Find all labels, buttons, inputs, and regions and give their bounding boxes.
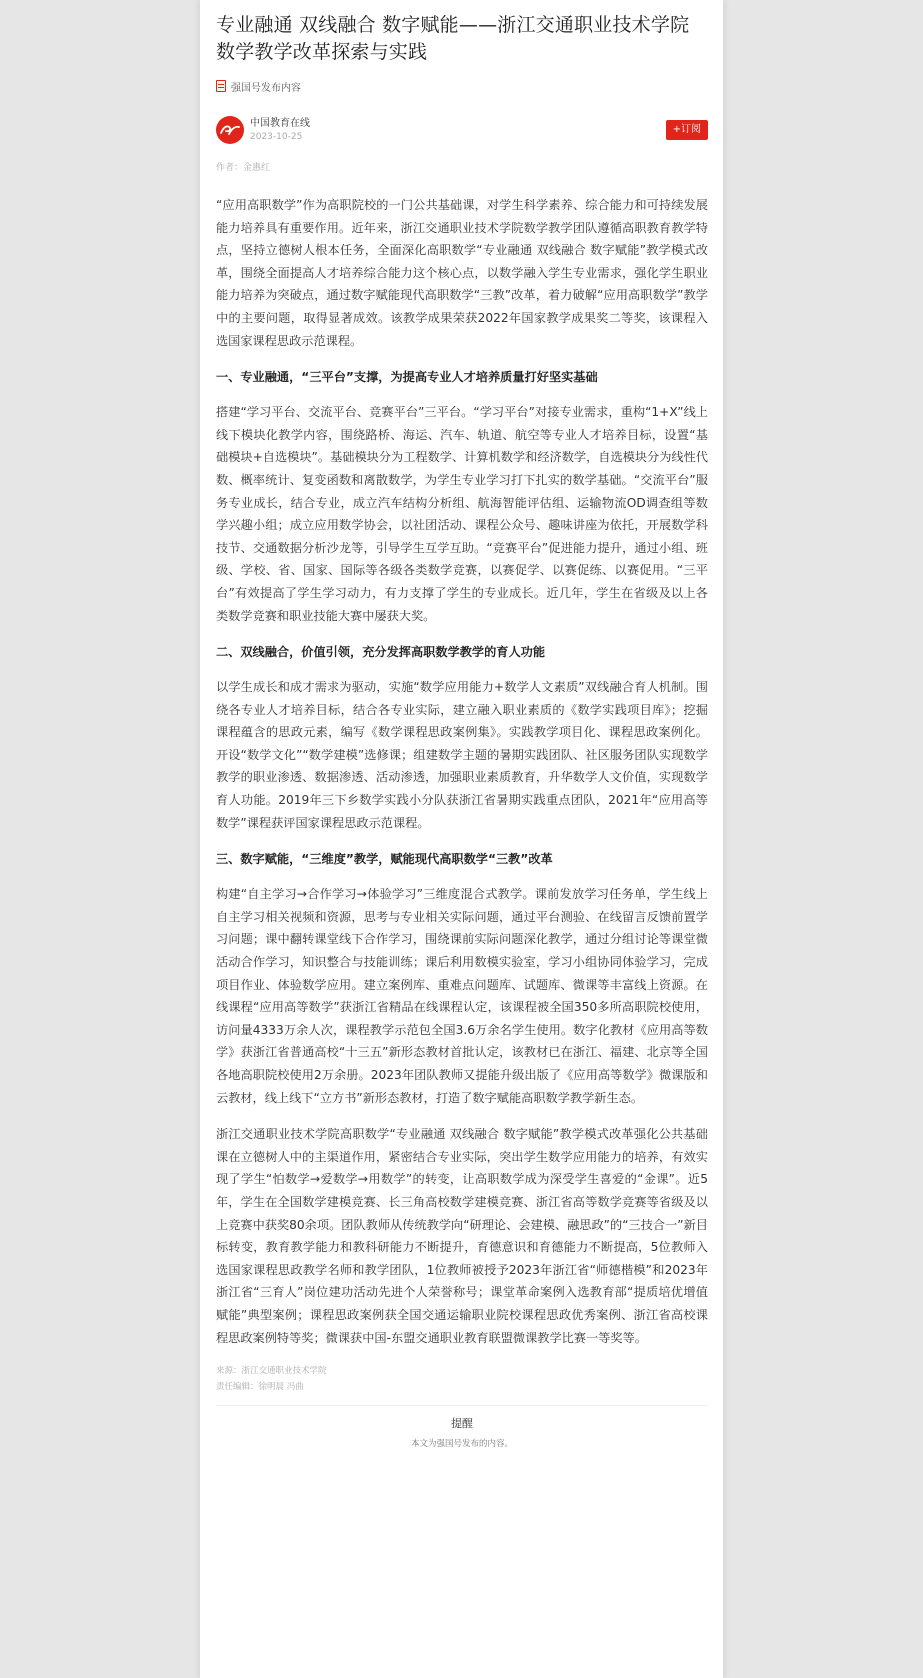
intro-paragraph: “应用高职数学”作为高职院校的一门公共基础课，对学生科学素养、综合能力和可持续发展能力培养具有重要作用。近年来，浙江交通职业技术学院数学教学团队遵循高职教育教学特点，坚持立德树人根本任务，全面深化高职数学“专业融通 双线融合 数字赋能”教学模式改革，围绕全面提高人才培养综合能力这个核心点，以数学融入学生专业需求，强化学生职业能力培养为突破点，通过数字赋能现代高职数学“三教”改革，着力破解“应用高职数学”教学中的主要问题，取得显著成效。该教学成果荣获2022年国家教学成果奖二等奖，该课程入选国家课程思政示范课程。 bbox=[216, 198, 708, 348]
section-body-3: 构建“自主学习→合作学习→体验学习”三维度混合式教学。课前发放学习任务单，学生线上自主学习相关视频和资源，思考与专业相关实际问题，通过平台测验、在线留言反馈前置学习问题；课中翻转课堂线下合作学习，围绕课前实际问题深化教学，通过分组讨论等课堂微活动合作学习，知识整合与技能训练；课后利用数模实验室，学习小组协同体验学习，完成项目作业、体验数学应用。建立案例库、重难点问题库、试题库、微课等丰富线上资源。在线课程“应用高等数学”获浙江省精品在线课程认定，该课程被全国350多所高职院校使用，访问量4333万余人次，课程教学示范包全国3.6万余名学生使用。数字化教材《应用高等数学》获浙江省普通高校“十三五”新形态教材首批认定，该教材已在浙江、福建、北京等全国各地高职院校使用2万余册。2023年团队教师又提能升级出版了《应用高等数学》微课版和云教材，线上线下“立方书”新形态教材，打造了数字赋能高职数学教学新生态。 bbox=[216, 887, 708, 1105]
section-heading-2: 二、双线融合，价值引领，充分发挥高职数学教学的育人功能 bbox=[216, 645, 546, 660]
section-heading-3: 三、数字赋能，“三维度”教学，赋能现代高职数学“三教”改革 bbox=[216, 852, 553, 867]
divider bbox=[216, 1405, 708, 1406]
notice-title: 提醒 bbox=[451, 1417, 473, 1431]
section-body-2: 以学生成长和成才需求为驱动，实施“数学应用能力+数学人文素质”双线融合育人机制。围绕各专业人才培养目标，结合各专业实际，建立融入职业素质的《数学实践项目库》；挖掘课程蕴含的思政元素，编写《数学课程思政案例集》。实践教学项目化、课程思政案例化。开设“数学文化”“数学建模”选修课；组建数学主题的暑期实践团队、社区服务团队实现数学教学的职业渗透、数据渗透、活动渗透，加强职业素质教育，升华数学人文价值，实现数学育人功能。2019年三下乡数学实践小分队获浙江省暑期实践重点团队，2021年“应用高等数学”课程获评国家课程思政示范课程。 bbox=[216, 680, 708, 830]
channel-meta bbox=[250, 117, 310, 143]
article-body bbox=[216, 194, 708, 1349]
source-tag-label: 强国号发布内容 bbox=[231, 82, 301, 94]
article-page bbox=[200, 0, 723, 1678]
channel-name[interactable]: 中国教育在线 bbox=[250, 118, 310, 129]
source-tag bbox=[216, 78, 708, 94]
notice-box bbox=[216, 1416, 708, 1452]
subscribe-button[interactable]: +订阅 bbox=[666, 120, 708, 140]
document-icon bbox=[216, 80, 226, 92]
article-footer bbox=[216, 1363, 708, 1395]
author-bar bbox=[216, 115, 708, 145]
conclusion-paragraph: 浙江交通职业技术学院高职数学“专业融通 双线融合 数字赋能”教学模式改革强化公共基础课在立德树人中的主渠道作用，紧密结合专业实际，突出学生数学应用能力的培养，有效实现了学生“怕数学→爱数学→用数学”的转变，让高职数学成为深受学生喜爱的“金课”。近5年，学生在全国数学建模竞赛、长三角高校数学建模竞赛、浙江省高等数学竞赛等省级及以上竞赛中获奖80余项。团队教师从传统教学向“研理论、会建模、融思政”的“三技合一”新目标转变，教育教学能力和教科研能力不断提升，育德意识和育德能力不断提高，5位教师入选国家课程思政教学名师和教学团队，1位教师被授予2023年浙江省“师德楷模”和2023年浙江省“三育人”岗位建功活动先进个人荣誉称号；课堂革命案例入选教育部“提质培优增值赋能”典型案例；课程思政案例获全国交通运输职业院校课程思政优秀案例、浙江省高校课程思政案例特等奖；微课获中国-东盟交通职业教育联盟微课教学比赛一等奖等。 bbox=[216, 1127, 708, 1345]
byline: 作者：金惠红 bbox=[216, 163, 271, 173]
notice-text: 本文为强国号发布的内容。 bbox=[410, 1439, 513, 1450]
publish-date: 2023-10-25 bbox=[250, 132, 303, 142]
section-heading-1: 一、专业融通，“三平台”支撑，为提高专业人才培养质量打好坚实基础 bbox=[216, 370, 598, 385]
editor-line: 责任编辑：徐明晨 冯曲 bbox=[216, 1382, 304, 1393]
section-body-1: 搭建“学习平台、交流平台、竞赛平台”三平台。“学习平台”对接专业需求，重构“1+X”线上线下模块化教学内容，围绕路桥、海运、汽车、轨道、航空等专业人才培养目标，设置“基础模块+自选模块”。基础模块分为工程数学、计算机数学和经济数学，自选模块分为线性代数、概率统计、复变函数和离散数学，为学生专业学习打下扎实的数学基础。“交流平台”服务专业成长，结合专业，成立汽车结构分析组、航海智能评估组、运输物流OD调查组等数学兴趣小组；成立应用数学协会，以社团活动、课程公众号、趣味讲座为依托，开展数学科技节、交通数据分析沙龙等，引导学生互学互助。“竞赛平台”促进能力提升，通过小组、班级、学校、省、国家、国际等各级各类数学竞赛，以赛促学、以赛促练、以赛促用。“三平台”有效提高了学生学习动力，有力支撑了学生的专业成长。近几年，学生在省级及以上各类数学竞赛和职业技能大赛中屡获大奖。 bbox=[216, 405, 708, 623]
channel-avatar[interactable] bbox=[216, 116, 244, 144]
logo-icon bbox=[219, 122, 241, 138]
article-title: 专业融通 双线融合 数字赋能——浙江交通职业技术学院数学教学改革探索与实践 bbox=[216, 14, 690, 63]
source-line: 来源：浙江交通职业技术学院 bbox=[216, 1366, 327, 1377]
